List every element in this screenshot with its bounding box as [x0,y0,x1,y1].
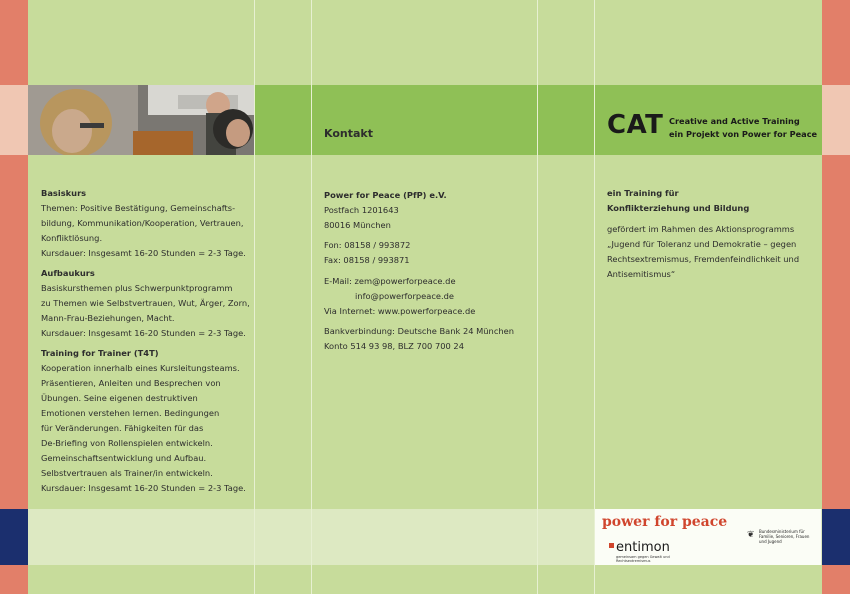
power-for-peace-logo: power for peace [602,514,728,530]
cat-logo-text: CAT [607,110,664,140]
email-link-2[interactable]: info@powerforpeace.de [355,291,455,301]
entimon-mark [609,543,614,548]
ministry-logo: Bundesministerium für Familie, Senioren, Frauen und Jugend [759,529,810,544]
contact-column [324,188,534,354]
text-line: Gemeinschaftsentwicklung und Aufbau. [41,453,207,463]
entimon-logo: entimon [616,540,670,555]
body-line: gefördert im Rahmen des Aktionsprogramms [607,224,795,234]
address-line: Postfach 1201643 [324,205,399,215]
text-line: Kursdauer: Insgesamt 16-20 Stunden = 2-3 Tage. [41,483,246,493]
left-edge-navy [0,509,28,565]
section-basiskurs [41,186,251,261]
section-t4t [41,346,251,496]
bank-details: Bankverbindung: Deutsche Bank 24 München [324,326,514,336]
left-edge-peach [0,85,28,155]
text-line: Mann-Frau-Beziehungen, Macht. [41,313,175,323]
grid-line [537,0,538,594]
body-line: Antisemitismus“ [607,269,676,279]
section-title: Basiskurs [41,188,87,198]
body-line: „Jugend für Toleranz und Demokratie – gegen [607,239,797,249]
text-line: Kooperation innerhalb eines Kursleitungsteams. [41,363,240,373]
cat-subtitle-line: ein Projekt von Power for Peace [669,128,818,139]
training-photo [28,85,254,155]
grid-line [311,0,312,594]
text-line: Kursdauer: Insgesamt 16-20 Stunden = 2-3 Tage. [41,248,246,258]
website-link[interactable]: Via Internet: www.powerforpeace.de [324,306,476,316]
grid-line [594,0,595,594]
text-line: Präsentieren, Anleiten und Besprechen von [41,378,221,388]
cat-subtitle-line: Creative and Active Training [669,116,800,126]
entimon-tagline: gemeinsam gegen Gewalt und Rechtsextremismus [616,555,670,563]
eagle-icon: ❦ [747,530,755,540]
right-edge-peach [822,85,850,155]
section-title: Aufbaukurs [41,268,95,278]
email-link[interactable]: E-Mail: zem@powerforpeace.de [324,276,456,286]
sponsor-logos [595,509,821,565]
intro-line: Konflikterziehung und Bildung [607,203,750,213]
fax: Fax: 08158 / 993871 [324,255,410,265]
org-name: Power for Peace (PfP) e.V. [324,190,447,200]
address-line: 80016 München [324,220,391,230]
text-line: Konfliktlösung. [41,233,103,243]
text-line: für Veränderungen. Fähigkeiten für das [41,423,204,433]
phone: Fon: 08158 / 993872 [324,240,411,250]
text-line: Kursdauer: Insgesamt 16-20 Stunden = 2-3 Tage. [41,328,246,338]
text-line: Übungen. Seine eigenen destruktiven [41,393,198,403]
text-line: Selbstvertrauen als Trainer/in entwickeln. [41,468,213,478]
text-line: zu Themen wie Selbstvertrauen, Wut, Ärger, Zorn, [41,298,250,308]
text-line: Themen: Positive Bestätigung, Gemeinschafts- [41,203,236,213]
body-line: Rechtsextremismus, Fremdenfeindlichkeit und [607,254,800,264]
intro-line: ein Training für [607,188,679,198]
bank-account: Konto 514 93 98, BLZ 700 700 24 [324,341,464,351]
cat-subtitle [669,115,817,140]
text-line: bildung, Kommunikation/Kooperation, Vertrauen, [41,218,244,228]
about-column [607,186,817,282]
text-line: Basiskursthemen plus Schwerpunktprogramm [41,283,233,293]
contact-heading: Kontakt [324,127,373,140]
text-line: De-Briefing von Rollenspielen entwickeln. [41,438,213,448]
grid-line [254,0,255,594]
section-title: Training for Trainer (T4T) [41,348,159,358]
text-line: Emotionen verstehen lernen. Bedingungen [41,408,220,418]
courses-column [41,186,251,496]
section-aufbaukurs [41,266,251,341]
right-edge-navy [822,509,850,565]
